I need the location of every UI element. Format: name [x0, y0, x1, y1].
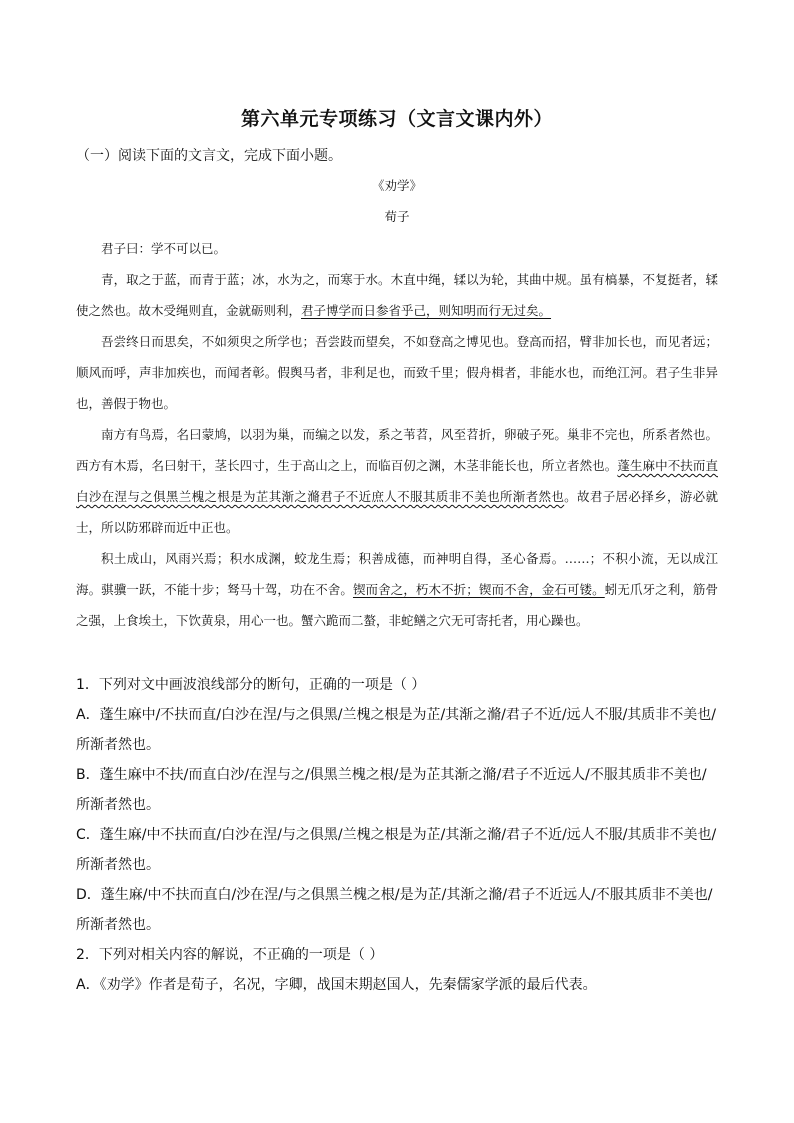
- question-1: 1．下列对文中画波浪线部分的断句，正确的一项是（ ）: [76, 677, 426, 693]
- questions: [76, 670, 718, 1000]
- paragraph-3-text: 吾尝终日而思矣，不如须臾之所学也；吾尝跂而望矣，不如登高之博见也。登高而招，臂非加长也，而见者远；顺风而呼，声非加疾也，而闻者彰。假舆马者，非利足也，而致千里；假舟楫者，非能水也，而绝江河。君子生非异也，善假于物也。: [76, 334, 718, 411]
- paragraph-4-text: 南方有鸟焉，名曰蒙鸠，以羽为巢，而编之以发，系之苇苕，风至苕折，卵破子死。巢非不完也，所系者然也。西方有木焉，名曰射干，茎长四寸，生于高山之上，而临百仞之渊，木茎非能长也，所立者然也。: [76, 427, 718, 473]
- passage-paragraph-4: [76, 419, 718, 543]
- question-1-option-c: C．蓬生麻/中不扶而直/白沙在涅/与之俱黑/兰槐之根是为芷/其渐之滫/君子不近/远人不服/其质非不美也/所渐者然也。: [76, 827, 717, 873]
- section-heading: （一）阅读下面的文言文，完成下面小题。: [76, 148, 342, 164]
- passage-title: 《劝学》: [371, 178, 422, 193]
- paragraph-1-text: 君子曰：学不可以已。: [101, 241, 227, 256]
- underlined-sentence-2: 锲而舍之，朽木不折；锲而不舍，金石可镂。: [352, 582, 605, 597]
- question-1-option-a: A．蓬生麻中/不扶而直/白沙在涅/与之俱黑/兰槐之根是为芷/其渐之滫/君子不近/远人不服/其质非不美也/所渐者然也。: [76, 707, 717, 753]
- question-1-option-b: B．蓬生麻中不扶/而直白沙/在涅与之/俱黑兰槐之根/是为芷其渐之滫/君子不近远人/不服其质非不美也/所渐者然也。: [76, 767, 707, 813]
- question-1-option-d: D．蓬生麻/中不扶而直白/沙在涅/与之俱黑兰槐之根/是为芷/其渐之滫/君子不近远人/不服其质非不美也/所渐者然也。: [76, 887, 713, 933]
- passage-paragraph-3: [76, 326, 718, 419]
- passage-paragraph-1: [76, 233, 718, 264]
- question-2-option-a: A．《劝学》作者是荀子，名况，字卿，战国末期赵国人，先秦儒家学派的最后代表。: [76, 977, 597, 993]
- paragraph-5-text: 积土成山，风雨兴焉；积水成渊，蛟龙生焉；积善成德，而神明自得，圣心备焉。……；不积小流，无以成江海。骐骥一跃，不能十步；驽马十驾，功在不舍。: [76, 551, 718, 597]
- passage-paragraph-2: [76, 264, 718, 326]
- page-title: 第六单元专项练习（文言文课内外）: [240, 108, 553, 130]
- paragraph-5-tail: 蚓无爪牙之利，筋骨之强，上食埃土，下饮黄泉，用心一也。蟹六跪而二螯，非蛇鳝之穴无可寄托者，用心躁也。: [76, 582, 718, 628]
- wavy-underlined-passage: 蓬生麻中不扶而直白沙在涅与之俱黑兰槐之根是为芷其渐之滫君子不近庶人不服其质非不美也所渐者然也: [76, 458, 718, 504]
- passage-body: [76, 233, 718, 636]
- paragraph-2-text: 青，取之于蓝，而青于蓝；冰，水为之，而寒于水。木直中绳，𫐓以为轮，其曲中规。虽有槁暴，不复挺者，𫐓使之然也。故木受绳则直，金就砺则利，: [76, 272, 718, 318]
- paragraph-4-tail: 。故君子居必择乡，游必就士，所以防邪辟而近中正也。: [76, 489, 718, 535]
- passage-paragraph-5: [76, 543, 718, 636]
- underlined-sentence-1: 君子博学而日参省乎己，则知明而行无过矣。: [301, 303, 552, 318]
- question-2: 2．下列对相关内容的解说，不正确的一项是（ ）: [76, 947, 384, 963]
- passage-author: 荀子: [384, 209, 410, 224]
